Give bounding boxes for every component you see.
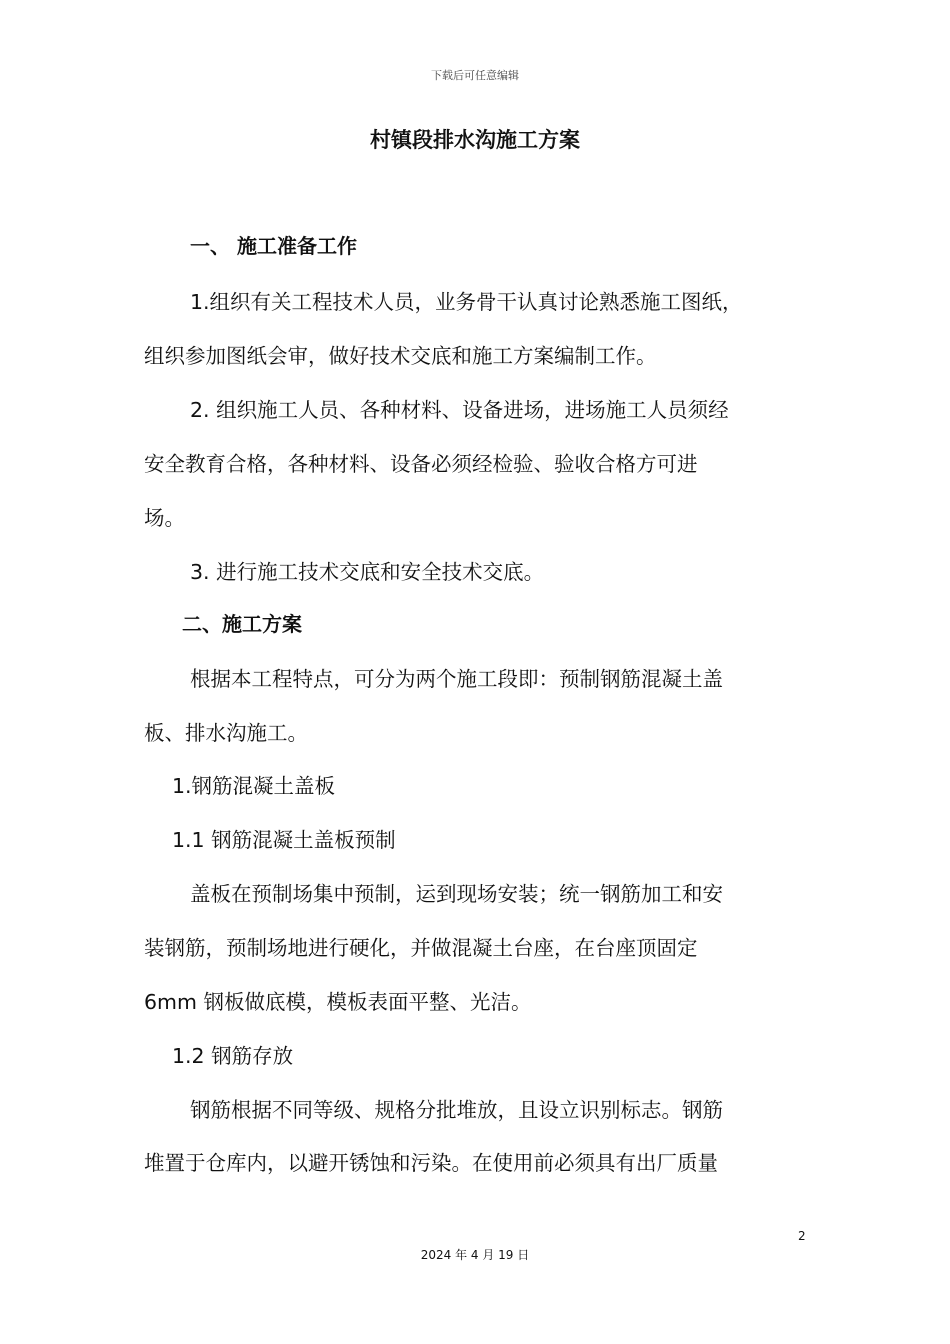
subsection-heading: 1.1 钢筋混凝土盖板预制 — [172, 828, 396, 852]
paragraph-line: 盖板在预制场集中预制，运到现场安装；统一钢筋加工和安 — [190, 882, 723, 906]
subsection-heading: 1.钢筋混凝土盖板 — [172, 774, 336, 798]
paragraph-line: 3. 进行施工技术交底和安全技术交底。 — [190, 560, 545, 584]
subsection-heading: 1.2 钢筋存放 — [172, 1044, 294, 1068]
document-title: 村镇段排水沟施工方案 — [370, 128, 580, 152]
paragraph-line: 安全教育合格，各种材料、设备必须经检验、验收合格方可进 — [144, 452, 698, 476]
paragraph-line: 堆置于仓库内，以避开锈蚀和污染。在使用前必须具有出厂质量 — [144, 1151, 718, 1175]
paragraph-line: 根据本工程特点，可分为两个施工段即：预制钢筋混凝土盖 — [190, 667, 723, 691]
page-number: 2 — [798, 1229, 806, 1243]
paragraph-line: 板、排水沟施工。 — [144, 721, 308, 745]
section-heading-2: 二、施工方案 — [182, 612, 302, 636]
paragraph-line: 1.组织有关工程技术人员，业务骨干认真讨论熟悉施工图纸， — [190, 290, 743, 314]
header-note: 下载后可任意编辑 — [431, 69, 519, 82]
section-heading-1: 一、 施工准备工作 — [190, 234, 357, 258]
footer-date: 2024 年 4 月 19 日 — [420, 1248, 530, 1262]
paragraph-line: 6mm 钢板做底模，模板表面平整、光洁。 — [144, 990, 532, 1014]
paragraph-line: 2. 组织施工人员、各种材料、设备进场，进场施工人员须经 — [190, 398, 729, 422]
paragraph-line: 钢筋根据不同等级、规格分批堆放，且设立识别标志。钢筋 — [190, 1098, 723, 1122]
paragraph-line: 场。 — [144, 506, 185, 530]
paragraph-line: 装钢筋，预制场地进行硬化，并做混凝土台座，在台座顶固定 — [144, 936, 698, 960]
paragraph-line: 组织参加图纸会审，做好技术交底和施工方案编制工作。 — [144, 344, 657, 368]
